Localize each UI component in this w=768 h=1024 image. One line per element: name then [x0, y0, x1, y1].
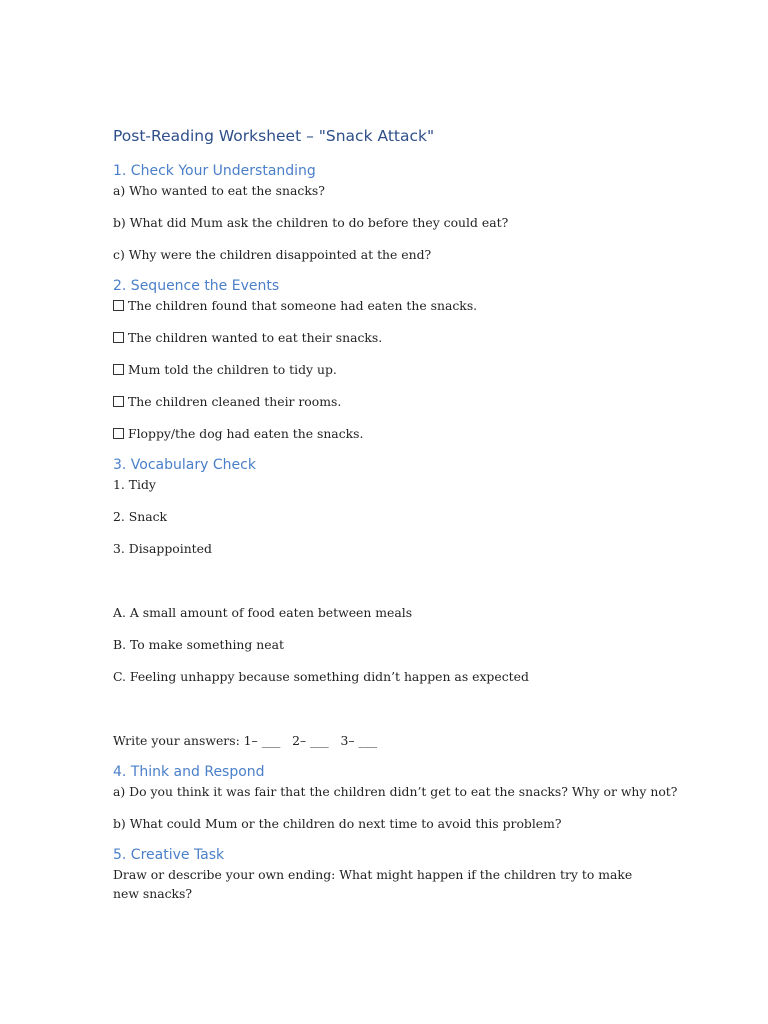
section-heading-vocabulary: 3. Vocabulary Check: [113, 457, 256, 473]
question-a: a) Do you think it was fair that the children didn’t get to eat the snacks? Why or why not?: [113, 784, 678, 799]
checkbox[interactable]: [113, 332, 124, 343]
checkbox[interactable]: [113, 300, 124, 311]
sequence-item-label: The children cleaned their rooms.: [128, 394, 342, 409]
section-heading-check-understanding: 1. Check Your Understanding: [113, 163, 316, 179]
answers-line: Write your answers: 1– ___ 2– ___ 3– ___: [113, 733, 378, 748]
question-a: a) Who wanted to eat the snacks?: [113, 183, 325, 198]
question-b: b) What did Mum ask the children to do before they could eat?: [113, 215, 509, 230]
sequence-item: [113, 424, 653, 443]
creative-task-prompt: Draw or describe your own ending: What might happen if the children try to make new snacks?: [113, 867, 633, 901]
sequence-item-label: The children found that someone had eaten the snacks.: [128, 298, 478, 313]
question-c: c) Why were the children disappointed at the end?: [113, 247, 432, 262]
checkbox[interactable]: [113, 428, 124, 439]
vocab-word: 3. Disappointed: [113, 541, 212, 556]
sequence-item: [113, 360, 653, 379]
vocab-word: 1. Tidy: [113, 477, 156, 492]
sequence-item-label: The children wanted to eat their snacks.: [128, 330, 383, 345]
section-heading-think-respond: 4. Think and Respond: [113, 764, 265, 780]
vocab-word: 2. Snack: [113, 509, 168, 524]
section-heading-sequence-events: 2. Sequence the Events: [113, 278, 280, 294]
sequence-item-label: Floppy/the dog had eaten the snacks.: [128, 426, 364, 441]
vocab-definition: B. To make something neat: [113, 637, 284, 652]
checkbox[interactable]: [113, 364, 124, 375]
page-title: Post-Reading Worksheet – "Snack Attack": [113, 127, 435, 145]
section-heading-creative-task: 5. Creative Task: [113, 847, 225, 863]
checkbox[interactable]: [113, 396, 124, 407]
vocab-definition: C. Feeling unhappy because something didn’t happen as expected: [113, 669, 529, 684]
worksheet-content: [113, 124, 678, 903]
sequence-item: [113, 296, 653, 315]
vocab-definition: A. A small amount of food eaten between meals: [113, 605, 413, 620]
question-b: b) What could Mum or the children do next time to avoid this problem?: [113, 816, 562, 831]
sequence-item: [113, 392, 653, 411]
sequence-item-label: Mum told the children to tidy up.: [128, 362, 337, 377]
sequence-item: [113, 328, 653, 347]
